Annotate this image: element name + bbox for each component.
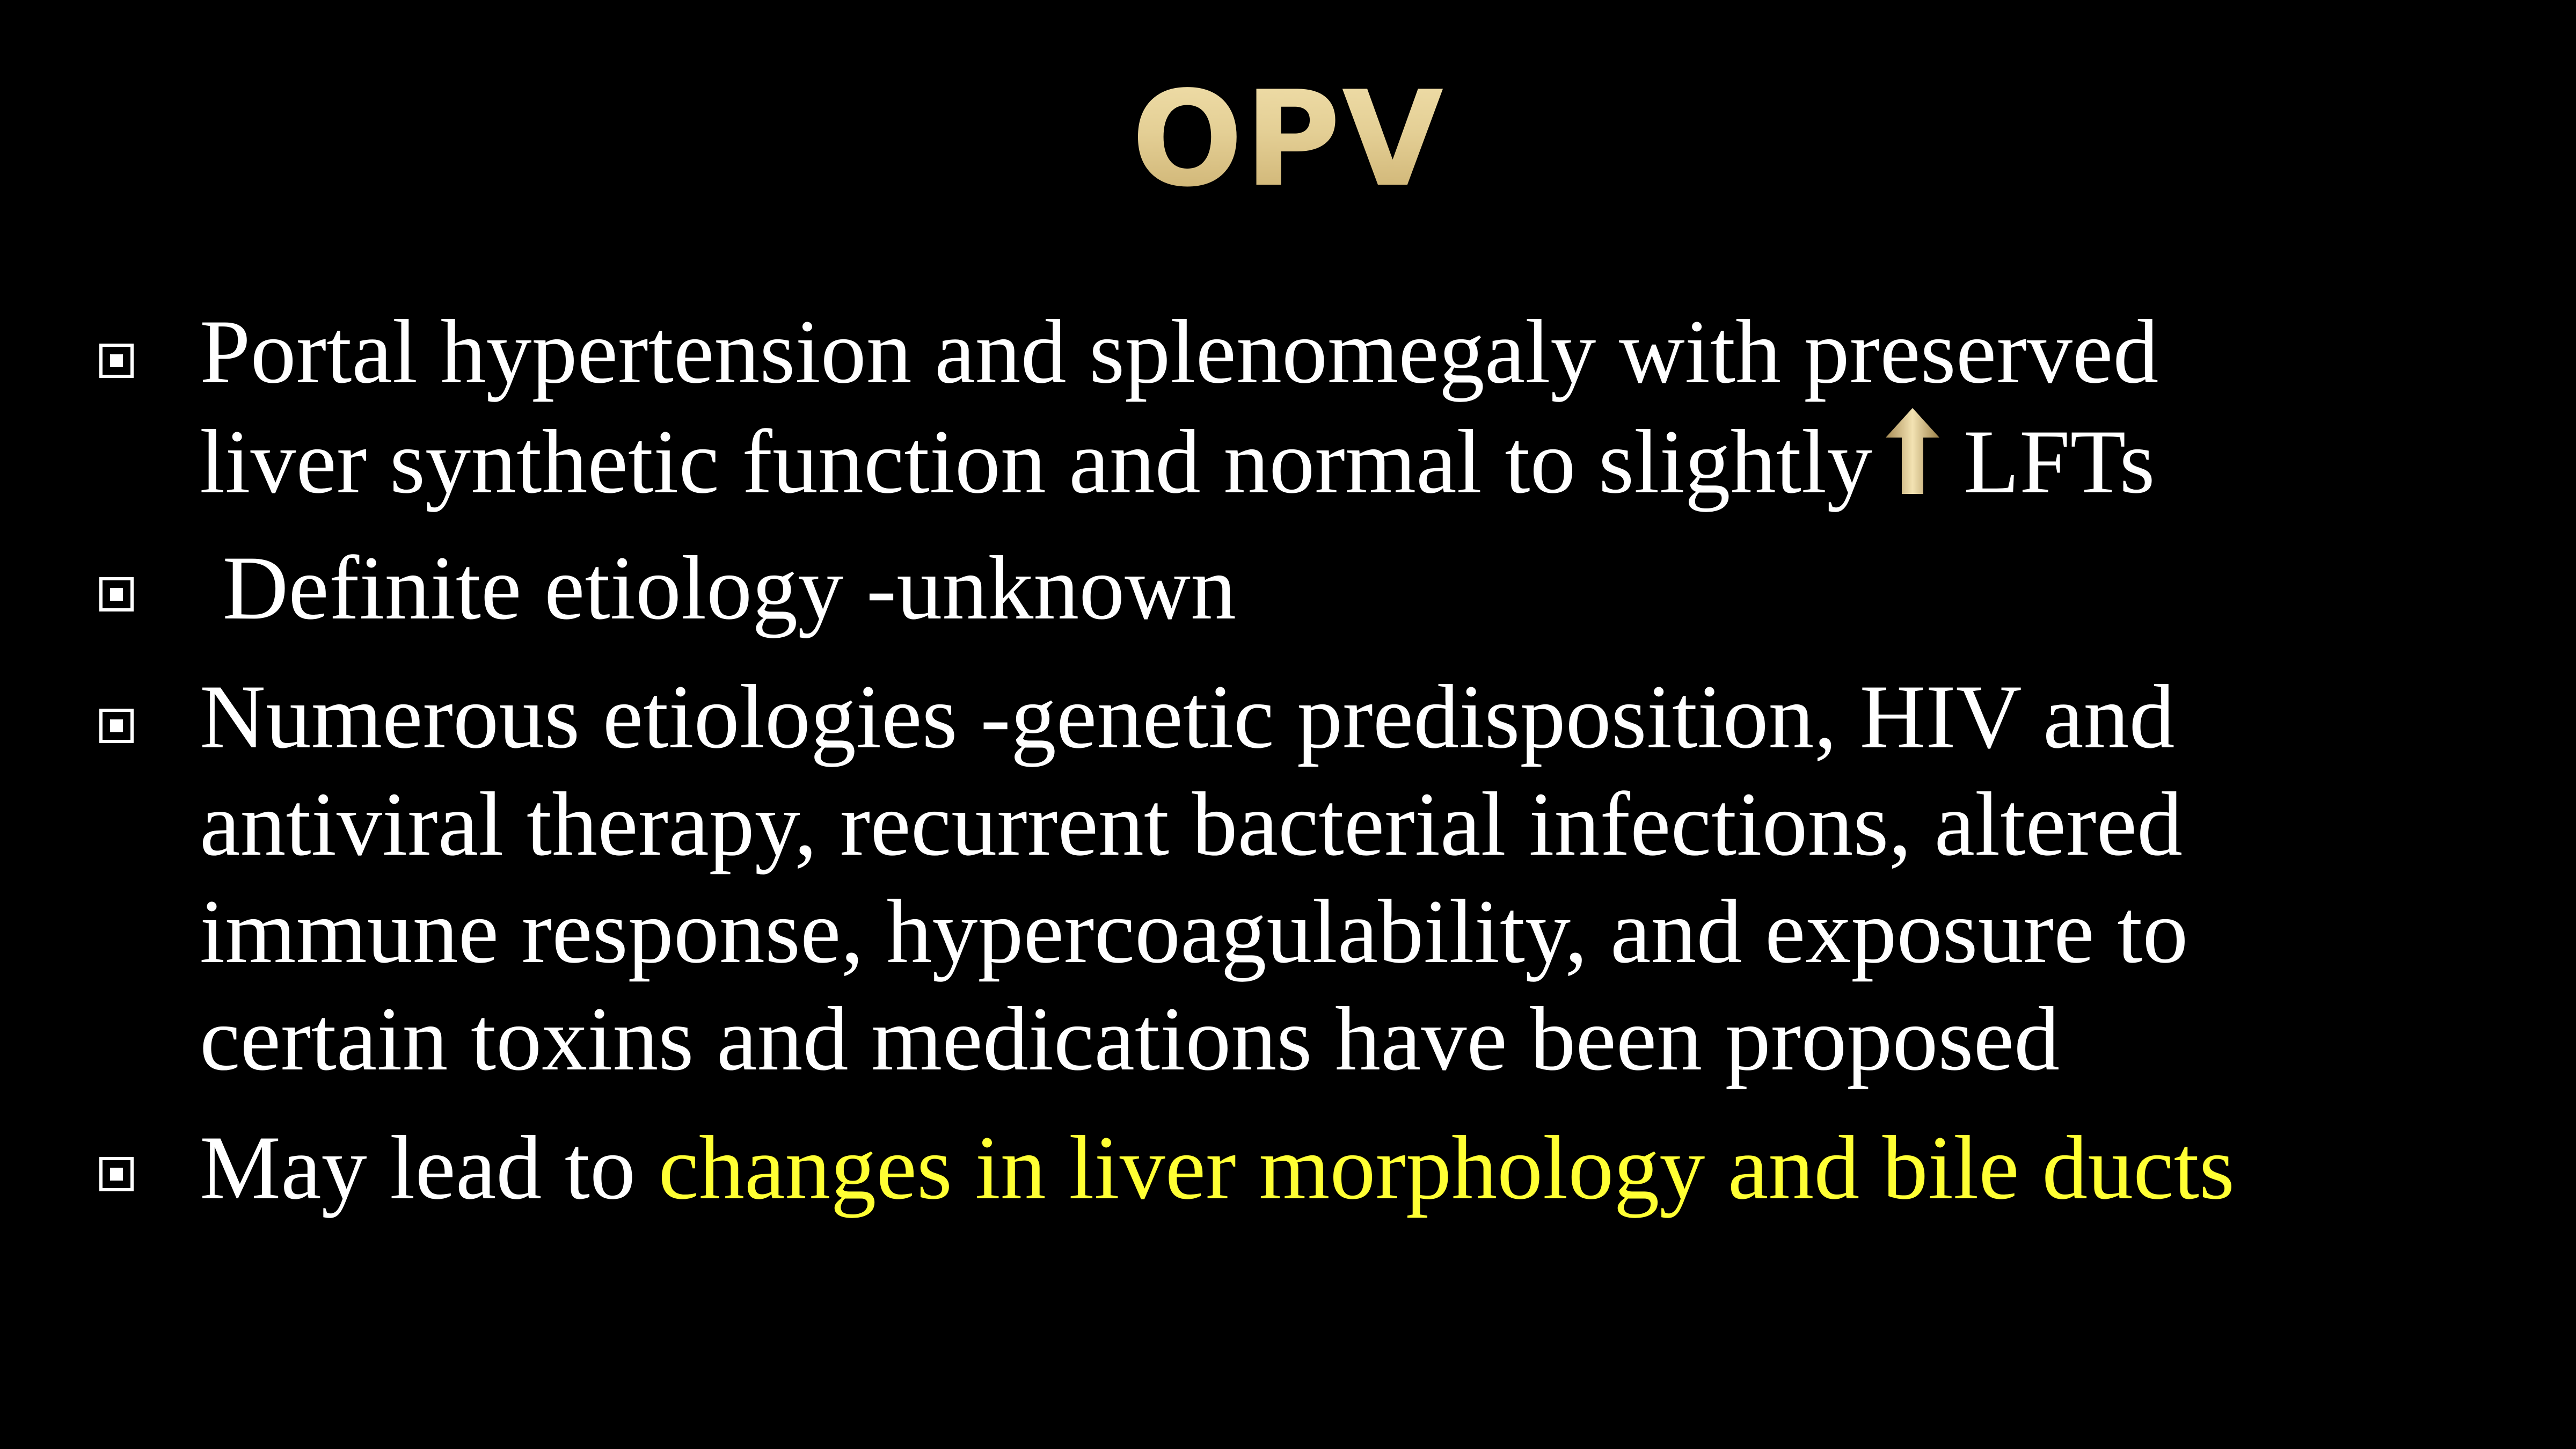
square-bullet-icon (99, 709, 140, 749)
bullet-item-numerous-etiologies (200, 663, 2508, 1093)
bullet-4-text: May lead to (200, 1117, 659, 1218)
bullet-3-line-1: Numerous etiologies -genetic predisposition, HIV and (200, 666, 2175, 767)
bullet-1-line-1: Portal hypertension and splenomegaly with preserved (200, 301, 2159, 402)
up-arrow-icon (1883, 405, 1942, 497)
bullet-item-etiology-unknown: Definite etiology -unknown (200, 537, 1237, 638)
bullet-3-line-4: certain toxins and medications have been proposed (200, 988, 2060, 1089)
bullet-1-line-2 (200, 405, 2508, 513)
bullet-1-line-2-text: liver synthetic function and normal to slightly (200, 411, 1873, 512)
bullet-4-highlight: changes in liver morphology and bile ducts (658, 1117, 2235, 1218)
bullet-1-line-2-end: LFTs (1964, 411, 2155, 512)
slide-title: OPV (0, 64, 2576, 215)
bullet-item-may-lead-to (200, 1114, 2508, 1221)
bullet-3-line-3: immune response, hypercoagulability, and exposure to (200, 881, 2188, 982)
square-bullet-icon (99, 1157, 140, 1198)
square-bullet-icon (99, 344, 140, 384)
bullet-item-portal-hypertension (200, 298, 2508, 513)
square-bullet-icon (99, 577, 140, 618)
bullet-3-line-2: antiviral therapy, recurrent bacterial infections, altered (200, 774, 2183, 875)
